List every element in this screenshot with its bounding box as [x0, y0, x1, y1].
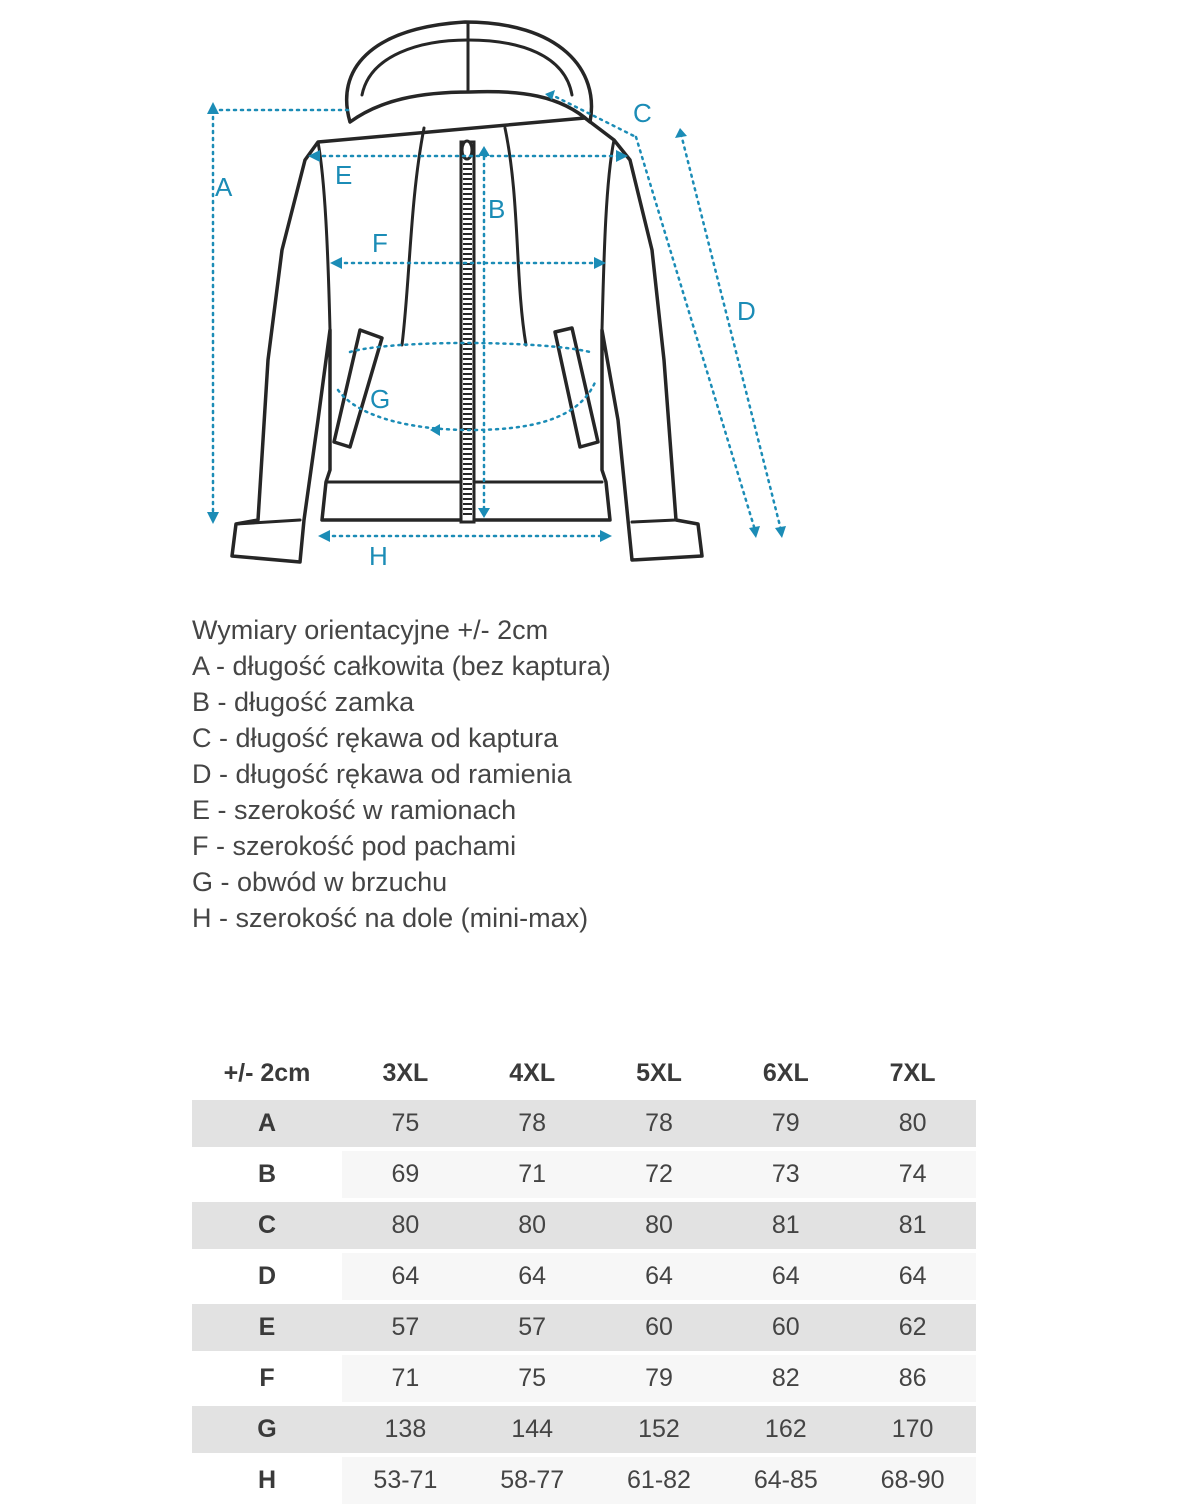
row-label: C — [192, 1202, 342, 1249]
table-cell: 144 — [469, 1406, 596, 1453]
label-h: H — [369, 541, 388, 571]
table-cell: 162 — [722, 1406, 849, 1453]
label-c: C — [633, 98, 652, 128]
label-d: D — [737, 296, 756, 326]
row-label: G — [192, 1406, 342, 1453]
table-cell: 64 — [722, 1253, 849, 1300]
table-row — [192, 1355, 976, 1402]
measurement-legend — [192, 612, 611, 936]
row-label: A — [192, 1100, 342, 1147]
table-cell: 82 — [722, 1355, 849, 1402]
table-cell: 75 — [342, 1100, 469, 1147]
table-cell: 78 — [469, 1100, 596, 1147]
table-cell: 72 — [596, 1151, 723, 1198]
size-table-body — [192, 1100, 976, 1504]
table-cell: 60 — [722, 1304, 849, 1351]
table-cell: 79 — [596, 1355, 723, 1402]
legend-line-c: C - długość rękawa od kaptura — [192, 723, 559, 753]
label-e: E — [335, 160, 353, 190]
table-cell: 60 — [596, 1304, 723, 1351]
table-cell: 71 — [342, 1355, 469, 1402]
label-f: F — [372, 228, 388, 258]
table-cell: 74 — [849, 1151, 976, 1198]
size-header-4xl: 4XL — [509, 1058, 556, 1087]
legend-line-d: D - długość rękawa od ramienia — [192, 759, 572, 789]
row-label: B — [192, 1151, 342, 1198]
table-cell: 64 — [469, 1253, 596, 1300]
table-row — [192, 1406, 976, 1453]
table-cell: 80 — [342, 1202, 469, 1249]
table-cell: 138 — [342, 1406, 469, 1453]
table-cell: 81 — [722, 1202, 849, 1249]
table-cell: 79 — [722, 1100, 849, 1147]
table-cell: 53-71 — [342, 1457, 469, 1504]
size-header-3xl: 3XL — [382, 1058, 429, 1087]
row-label: H — [192, 1457, 342, 1504]
table-cell: 152 — [596, 1406, 723, 1453]
label-a: A — [215, 172, 233, 202]
table-row — [192, 1202, 976, 1249]
row-label: F — [192, 1355, 342, 1402]
legend-line-e: E - szerokość w ramionach — [192, 795, 517, 825]
table-cell: 71 — [469, 1151, 596, 1198]
table-cell: 64 — [342, 1253, 469, 1300]
legend-line-b: B - długość zamka — [192, 687, 415, 717]
legend-line-g: G - obwód w brzuchu — [192, 867, 448, 897]
size-header-6xl: 6XL — [762, 1058, 809, 1087]
label-b: B — [488, 194, 506, 224]
table-cell: 64 — [849, 1253, 976, 1300]
table-cell: 86 — [849, 1355, 976, 1402]
table-cell: 80 — [596, 1202, 723, 1249]
label-g: G — [370, 384, 391, 414]
table-cell: 61-82 — [596, 1457, 723, 1504]
table-cell: 73 — [722, 1151, 849, 1198]
hoodie-diagram — [180, 10, 820, 580]
table-cell: 170 — [849, 1406, 976, 1453]
table-cell: 64 — [596, 1253, 723, 1300]
size-header-5xl: 5XL — [636, 1058, 682, 1087]
row-label: D — [192, 1253, 342, 1300]
table-cell: 75 — [469, 1355, 596, 1402]
legend-note: Wymiary orientacyjne +/- 2cm — [192, 615, 549, 645]
table-cell: 57 — [342, 1304, 469, 1351]
legend-line-f: F - szerokość pod pachami — [192, 831, 517, 861]
row-label: E — [192, 1304, 342, 1351]
table-cell: 80 — [469, 1202, 596, 1249]
table-row — [192, 1253, 976, 1300]
table-cell: 68-90 — [849, 1457, 976, 1504]
tolerance-header: +/- 2cm — [223, 1058, 311, 1087]
table-cell: 78 — [596, 1100, 723, 1147]
size-table-header — [192, 1050, 976, 1096]
table-cell: 58-77 — [469, 1457, 596, 1504]
table-cell: 80 — [849, 1100, 976, 1147]
table-cell: 81 — [849, 1202, 976, 1249]
table-cell: 57 — [469, 1304, 596, 1351]
legend-line-a: A - długość całkowita (bez kaptura) — [192, 651, 611, 681]
table-row — [192, 1304, 976, 1351]
table-cell: 64-85 — [722, 1457, 849, 1504]
size-table — [192, 1046, 976, 1508]
size-header-7xl: 7XL — [889, 1058, 936, 1087]
table-cell: 69 — [342, 1151, 469, 1198]
legend-line-h: H - szerokość na dole (mini-max) — [192, 903, 589, 933]
table-row — [192, 1151, 976, 1198]
hoodie-outline — [232, 22, 702, 562]
table-row — [192, 1100, 976, 1147]
table-cell: 62 — [849, 1304, 976, 1351]
table-row — [192, 1457, 976, 1504]
